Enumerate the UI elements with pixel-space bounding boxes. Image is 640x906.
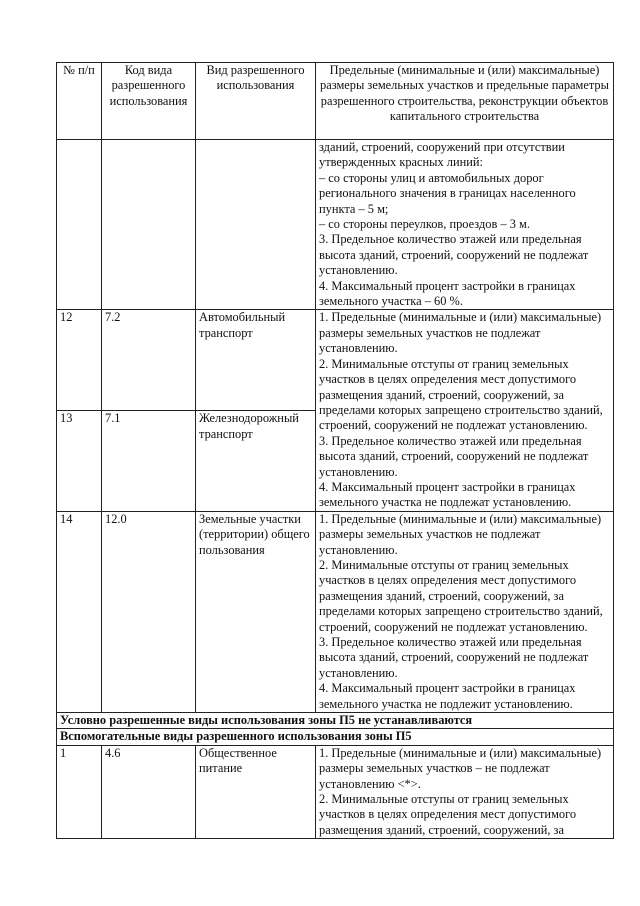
table-row-14 <box>57 511 614 712</box>
row-kind: Железнодорожный транспорт <box>196 411 316 512</box>
table-row-continuation <box>57 140 614 310</box>
row-kind: Автомобильный транспорт <box>196 310 316 411</box>
limit-paragraph: – со стороны улиц и автомобильных дорог регионального значения в границах населенного пункта – 5 м; <box>319 170 576 216</box>
row-code: 7.1 <box>102 411 196 512</box>
rows-12-13-limits <box>316 310 614 511</box>
section-heading: Вспомогательные виды разрешенного использования зоны П5 <box>57 729 614 745</box>
limit-paragraph: 1. Предельные (минимальные и (или) максимальные) размеры земельных участков не подлежат установлению. <box>319 310 602 356</box>
limit-paragraph: 1. Предельные (минимальные и (или) максимальные) размеры земельных участков не подлежат установлению. <box>319 511 602 557</box>
limit-paragraph: 4. Максимальный процент застройки в границах земельного участка не подлежит установлению. <box>319 681 576 711</box>
section-row-conditional <box>57 713 614 729</box>
limit-paragraph: 2. Минимальные отступы от границ земельных участков в целях определения мест допустимого размещения зданий, строений, сооружений, за пределами которых запрещено строительство зданий, строений, сооружений не подлежат установлению. <box>319 356 603 433</box>
limit-paragraph: 2. Минимальные отступы от границ земельных участков в целях определения мест допустимого размещения зданий, строений, сооружений, за пределами которых запрещено строительство зданий, строений, сооружений не подлежат установлению. <box>319 557 603 634</box>
limit-paragraph: 4. Максимальный процент застройки в границах земельного участка – 60 %. <box>319 278 576 309</box>
header-limits: Предельные (минимальные и (или) максимальные) размеры земельных участков и предельные параметры разрешенного строительства, реконструкции объектов капитального строительства <box>316 63 614 140</box>
row-code: 12.0 <box>102 511 196 712</box>
limit-paragraph: 3. Предельное количество этажей или предельная высота зданий, строений, сооружений не подлежат установлению. <box>319 232 589 278</box>
limit-paragraph: 4. Максимальный процент застройки в границах земельного участка не подлежат установлению. <box>319 479 576 510</box>
limit-paragraph: 2. Минимальные отступы от границ земельных участков в целях определения мест допустимого размещения зданий, строений, сооружений, за <box>319 792 577 837</box>
table-header-row <box>57 63 614 140</box>
limit-paragraph: – со стороны переулков, проездов – 3 м. <box>319 217 530 232</box>
continuation-limits <box>316 140 614 310</box>
header-kind: Вид разрешенного использования <box>196 63 316 140</box>
row-kind: Общественное питание <box>196 745 316 838</box>
row-code: 7.2 <box>102 310 196 411</box>
section-heading: Условно разрешенные виды использования зоны П5 не устанавливаются <box>57 713 614 729</box>
table-row-aux-1 <box>57 745 614 838</box>
row-num: 12 <box>57 310 102 411</box>
limit-paragraph: 1. Предельные (минимальные и (или) максимальные) размеры земельных участков – не подлежат установлению <*>. <box>319 745 602 791</box>
row-num: 13 <box>57 411 102 512</box>
row-aux1-limits <box>316 745 614 838</box>
row-kind: Земельные участки (территории) общего пользования <box>196 511 316 712</box>
limit-paragraph: зданий, строений, сооружений при отсутствии утвержденных красных линий: <box>319 140 565 170</box>
section-row-auxiliary <box>57 729 614 745</box>
limit-paragraph: 3. Предельное количество этажей или предельная высота зданий, строений, сооружений не подлежат установлению. <box>319 433 589 479</box>
table-row-12 <box>57 310 614 411</box>
header-num: № п/п <box>57 63 102 140</box>
limit-paragraph: 3. Предельное количество этажей или предельная высота зданий, строений, сооружений не подлежат установлению. <box>319 635 589 680</box>
row-num: 1 <box>57 745 102 838</box>
header-code: Код вида разрешенного использования <box>102 63 196 140</box>
row14-limits <box>316 511 614 712</box>
row-code: 4.6 <box>102 745 196 838</box>
zoning-table <box>56 62 614 839</box>
row-num: 14 <box>57 511 102 712</box>
